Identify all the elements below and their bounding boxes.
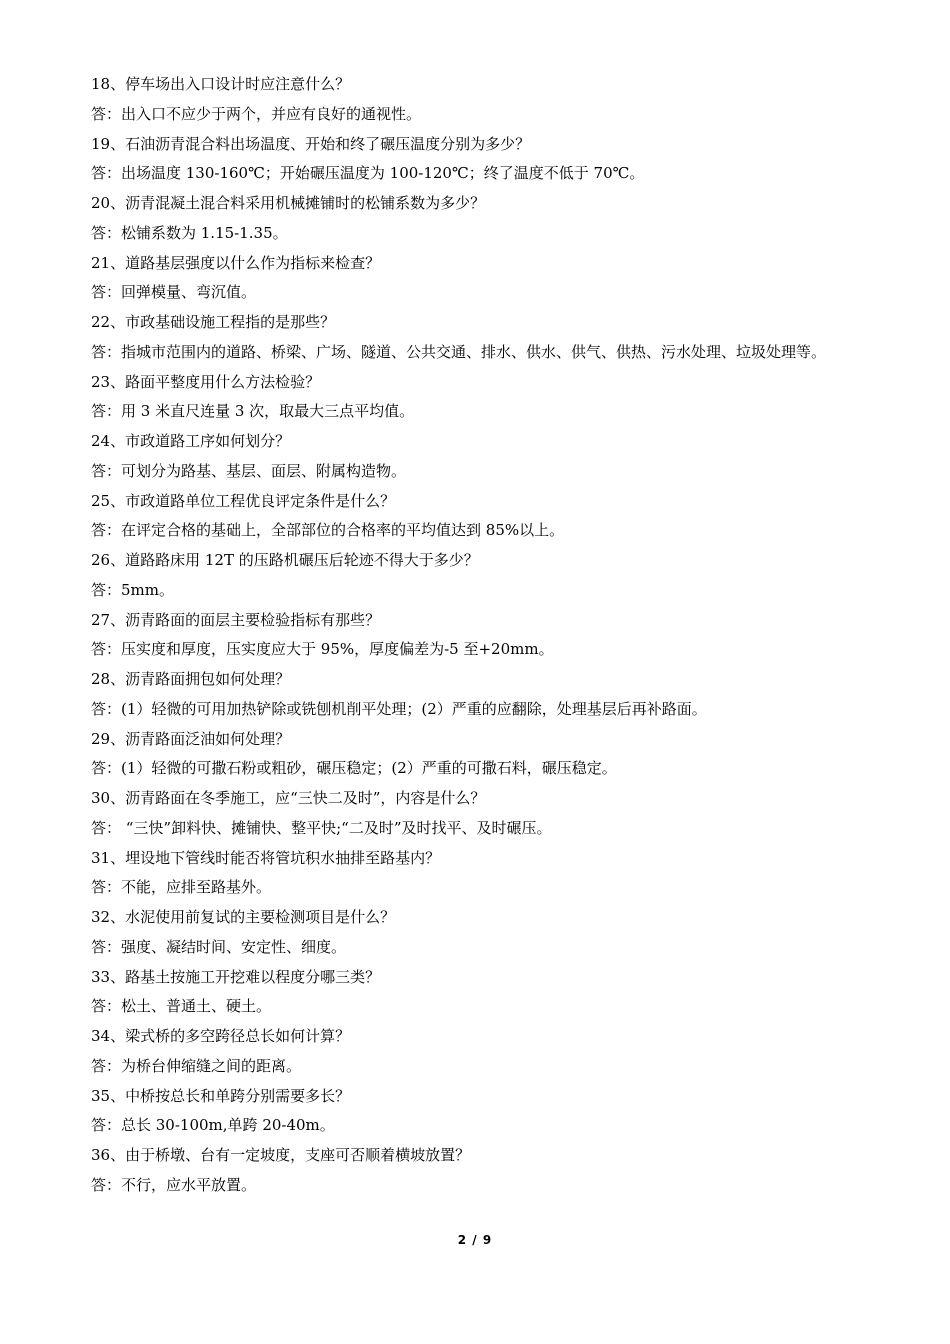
answer-32: 答：强度、凝结时间、安定性、细度。 [91,937,347,956]
answer-29: 答：(1）轻微的可撒石粉或粗砂，碾压稳定；(2）严重的可撒石料，碾压稳定。 [91,759,617,778]
question-33: 33、路基土按施工开挖难以程度分哪三类？ [91,967,381,986]
question-25: 25、市政道路单位工程优良评定条件是什么？ [91,491,396,510]
question-32: 32、水泥使用前复试的主要检测项目是什么？ [91,908,396,926]
answer-30: 答： “三快”卸料快、摊铺快、整平快;“二及时”及时找平、及时碾压。 [91,818,552,837]
question-22: 22、市政基础设施工程指的是那些？ [91,313,336,331]
question-34: 34、梁式桥的多空跨径总长如何计算？ [91,1027,351,1045]
question-29: 29、沥青路面泛油如何处理？ [91,729,291,748]
answer-21: 答：回弹模量、弯沉值。 [91,283,257,302]
question-35: 35、中桥按总长和单跨分别需要多长？ [91,1086,351,1105]
answer-36: 答：不行，应水平放置。 [91,1175,257,1194]
question-19: 19、石油沥青混合料出场温度、开始和终了碾压温度分别为多少？ [91,134,531,153]
question-36: 36、由于桥墩、台有一定坡度，支座可否顺着横坡放置？ [91,1146,471,1164]
answer-33: 答：松土、普通土、硬土。 [91,997,272,1016]
question-30: 30、沥青路面在冬季施工，应“三快二及时”，内容是什么？ [91,789,486,807]
answer-27: 答：压实度和厚度，压实度应大于 95%，厚度偏差为-5 至+20mm。 [91,640,554,659]
answer-34: 答：为桥台伸缩缝之间的距离。 [91,1056,302,1075]
answer-31: 答：不能，应排至路基外。 [91,878,272,897]
question-31: 31、埋设地下管线时能否将管坑积水抽排至路基内？ [91,848,441,867]
question-24: 24、市政道路工序如何划分？ [91,432,291,450]
question-27: 27、沥青路面的面层主要检验指标有那些？ [91,610,381,629]
answer-26: 答：5mm。 [91,580,174,599]
question-23: 23、路面平整度用什么方法检验？ [91,372,321,391]
answer-25: 答：在评定合格的基础上，全部部位的合格率的平均值达到 85%以上。 [91,521,565,540]
answer-28: 答：(1）轻微的可用加热铲除或铣刨机削平处理；(2）严重的应翻除，处理基层后再补路面。 [91,699,707,718]
answer-22: 答：指城市范围内的道路、桥梁、广场、隧道、公共交通、排水、供水、供气、供热、污水处理、垃圾处理等。 [91,342,827,361]
question-21: 21、道路基层强度以什么作为指标来检查？ [91,253,381,272]
answer-18: 答：出入口不应少于两个，并应有良好的通视性。 [91,104,422,123]
answer-35: 答：总长 30-100m,单跨 20-40m。 [91,1116,335,1135]
answer-23: 答：用 3 米直尺连量 3 次，取最大三点平均值。 [91,402,415,421]
page-number: 2 / 9 [457,1233,493,1247]
qa-list [91,70,866,1201]
question-26: 26、道路路床用 12T 的压路机碾压后轮迹不得大于多少？ [91,551,479,569]
answer-24: 答：可划分为路基、基层、面层、附属构造物。 [91,461,407,480]
question-28: 28、沥青路面拥包如何处理？ [91,670,291,688]
question-18: 18、停车场出入口设计时应注意什么？ [91,75,351,93]
answer-20: 答：松铺系数为 1.15-1.35。 [91,223,288,242]
answer-19: 答：出场温度 130-160℃；开始碾压温度为 100-120℃；终了温度不低于 70℃。 [91,164,645,183]
question-20: 20、沥青混凝土混合料采用机械摊铺时的松铺系数为多少？ [91,194,486,212]
